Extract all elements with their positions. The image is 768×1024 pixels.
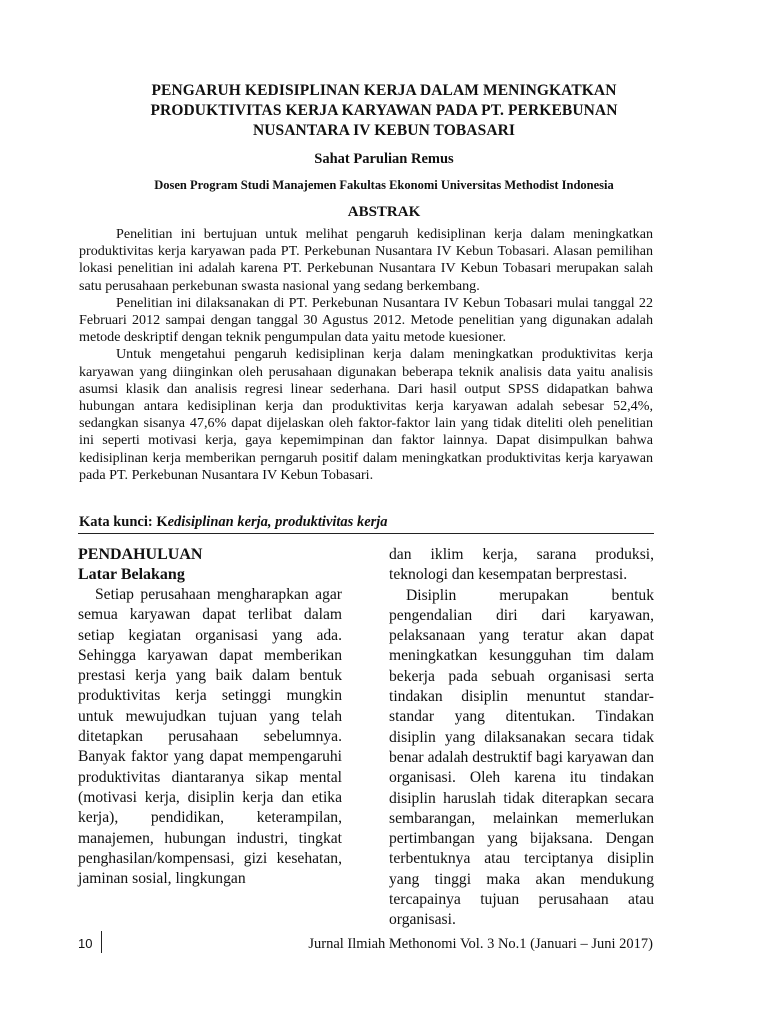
body-column-right [389, 545, 654, 931]
keywords [79, 513, 388, 531]
body-paragraph-right: Disiplin merupakan bentuk pengendalian diri dari karyawan, pelaksanaan yang teratur akan dapat meningkatkan kesungguhan tim dalam bekerja pada sebuah organisasi serta tindakan disiplin menuntut standar-standar yang ditentukan. Tindakan disiplin yang dilaksanakan secara tidak benar adalah destruktif bagi karyawan dan organisasi. Oleh karena itu tindakan disiplin haruslah tidak diterapkan secara sembarangan, melainkan memerlukan pertimbangan yang bijaksana. Dengan terbentuknya atau terciptanya disiplin yang tinggi maka akan mendukung tercapainya tujuan perusahaan atau organisasi. [389, 586, 654, 929]
title-line-2: PRODUKTIVITAS KERJA KARYAWAN PADA PT. PERKEBUNAN [150, 102, 618, 119]
author-name: Sahat Parulian Remus [314, 151, 454, 167]
abstract-paragraph-1: Penelitian ini bertujuan untuk melihat pengaruh kedisiplinan kerja dalam meningkatkan produktivitas kerja karyawan pada PT. Perkebunan Nusantara IV Kebun Tobasari. Alasan pemilihan lokasi penelitian ini adalah karena PT. Perkebunan Nusantara IV Kebun Tobasari merupakan salah satu perusahaan perkebunan swasta nasional yang sedang berkembang. [79, 226, 653, 294]
abstract-body [79, 226, 653, 484]
footer-divider [101, 931, 102, 953]
body-column-left [78, 545, 342, 889]
abstract-paragraph-3: Untuk mengetahui pengaruh kedisiplinan kerja dalam meningkatkan produktivitas kerja karyawan yang diinginkan oleh perusahaan digunakan beberapa teknik analisis data yaitu analisis asumsi klasik dan analisis regresi linear sederhana. Dari hasil output SPSS didapatkan bahwa hubungan antara kedisiplinan kerja dan produktivitas kerja karyawan adalah sebesar 52,4%, sedangkan sisanya 47,6% dapat dijelaskan oleh faktor-faktor lain yang tidak diteliti oleh penelitian ini seperti motivasi kerja, gaya kepemimpinan dan faktor lainnya. Dapat disimpulkan bahwa kedisiplinan kerja memberikan perngaruh positif dalam meningkatkan produktivitas kerja karyawan pada PT. Perkebunan Nusantara IV Kebun Tobasari. [79, 346, 653, 483]
abstract-paragraph-2: Penelitian ini dilaksanakan di PT. Perkebunan Nusantara IV Kebun Tobasari mulai tanggal 22 Februari 2012 sampai dengan tanggal 30 Agustus 2012. Metode penelitian yang digunakan adalah metode deskriptif dengan teknik pengumpulan data yaitu metode kuesioner. [79, 294, 653, 346]
keywords-label: Kata kunci: [79, 514, 157, 530]
abstract-heading: ABSTRAK [347, 204, 421, 220]
subsection-heading: Latar Belakang [78, 566, 185, 583]
keywords-divider [78, 533, 654, 534]
body-paragraph-left: Setiap perusahaan mengharapkan agar semua karyawan dapat terlibat dalam setiap kegiatan organisasi yang ada. Sehingga karyawan dapat memberikan prestasi kerja yang baik dalam bentuk produktivitas kerja setinggi mungkin untuk mewujudkan tujuan yang telah ditetapkan perusahaan sebelumnya. Banyak faktor yang dapat mempengaruhi produktivitas diantaranya sikap mental (motivasi kerja, disiplin kerja dan etika kerja), pendidikan, keterampilan, manajemen, hubungan industri, tingkat penghasilan/kompensasi, gizi kesehatan, jaminan sosial, lingkungan [78, 586, 342, 888]
title-line-3: NUSANTARA IV KEBUN TOBASARI [252, 122, 516, 139]
page-number: 10 [78, 936, 93, 951]
keywords-value: edisiplinan kerja, produktivitas kerja [167, 514, 388, 530]
paper-title [80, 81, 688, 141]
section-heading: PENDAHULUAN [78, 546, 203, 563]
body-paragraph-continued: dan iklim kerja, sarana produksi, teknologi dan kesempatan berprestasi. [389, 546, 654, 584]
keywords-first-letter: K [156, 514, 168, 530]
author-affiliation: Dosen Program Studi Manajemen Fakultas Ekonomi Universitas Methodist Indonesia [154, 178, 614, 192]
journal-citation: Jurnal Ilmiah Methonomi Vol. 3 No.1 (Januari – Juni 2017) [308, 936, 653, 952]
title-line-1: PENGARUH KEDISIPLINAN KERJA DALAM MENINGKATKAN [151, 82, 617, 99]
